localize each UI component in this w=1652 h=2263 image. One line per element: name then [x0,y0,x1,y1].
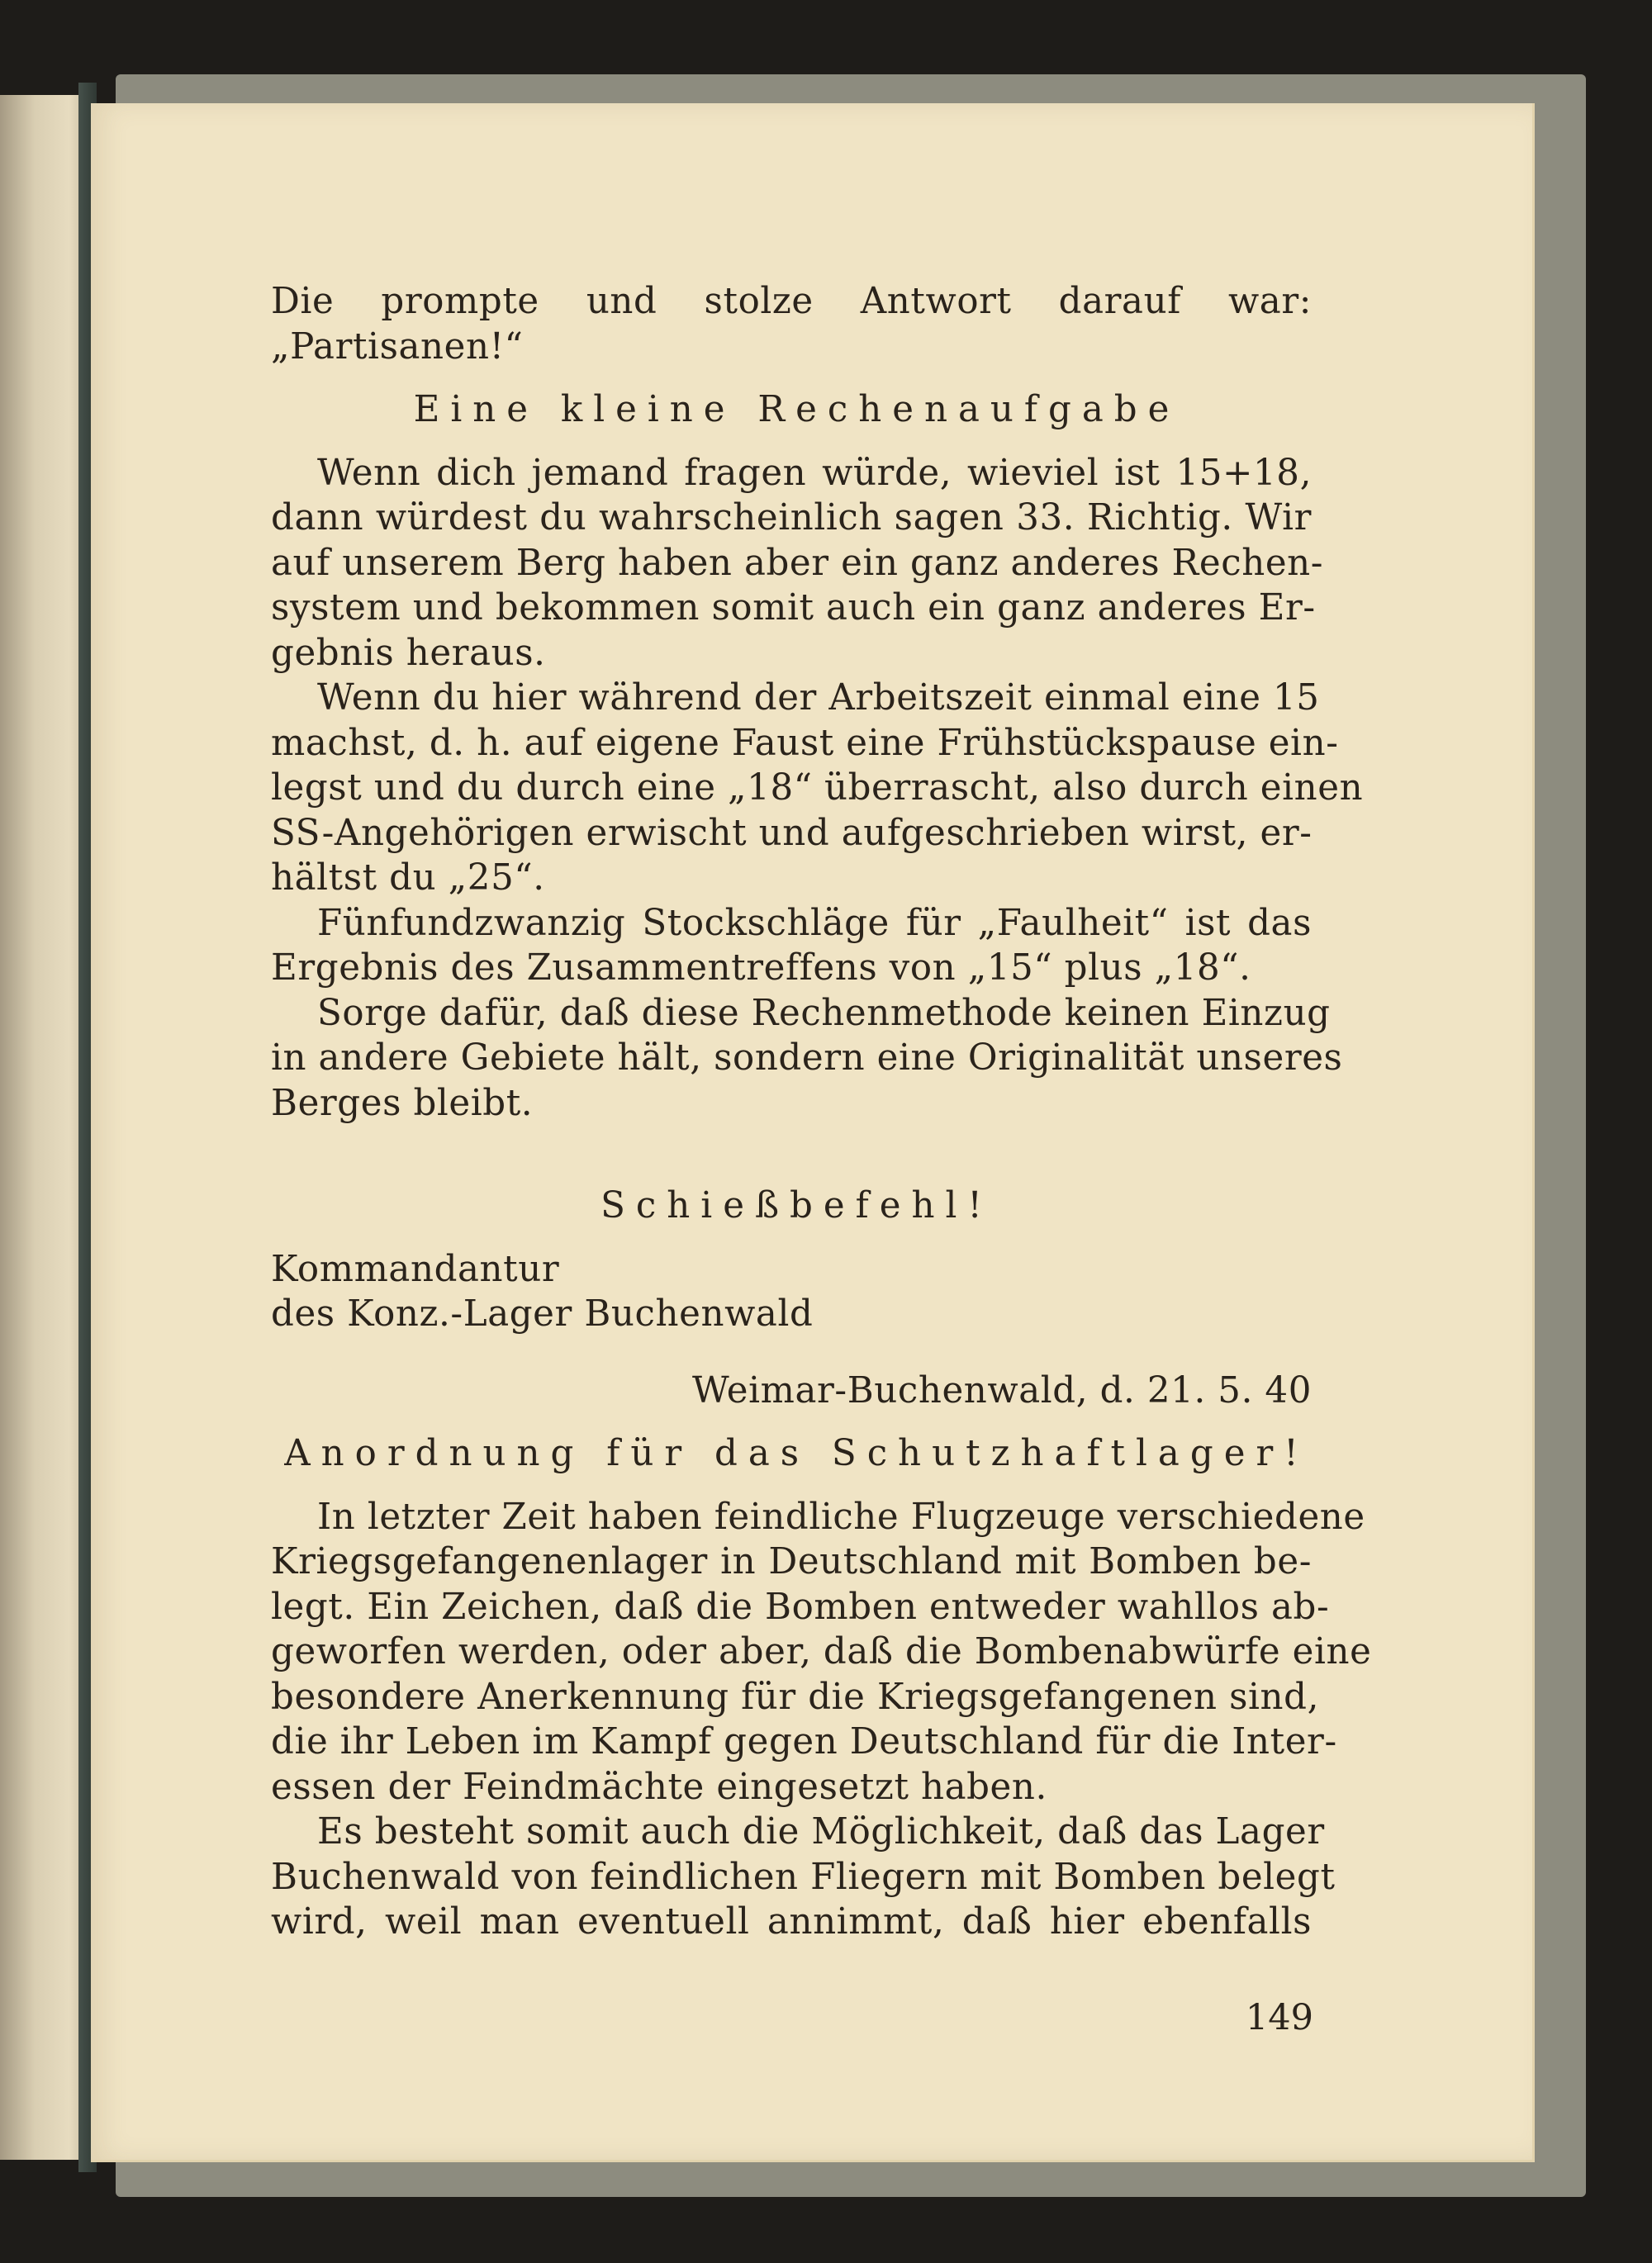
section-heading-rechenaufgabe: Eine kleine Rechenaufgabe [413,389,1180,430]
text-line: Sorge dafür, daß diese Rechenmethode keinen Einzug [317,992,1331,1034]
text-line: Es besteht somit auch die Möglichkeit, daß das Lager [317,1811,1325,1853]
text-line: Buchenwald von feindlichen Fliegern mit Bomben belegt [271,1856,1336,1898]
sender-line: des Konz.-Lager Buchenwald [271,1293,814,1335]
text-line: besondere Anerkennung für die Kriegsgefangenen sind, [271,1676,1320,1718]
text-line: machst, d. h. auf eigene Faust eine Frühstückspause ein- [271,722,1339,764]
sender-line: Kommandantur [271,1248,560,1290]
text-line: legt. Ein Zeichen, daß die Bomben entweder wahllos ab- [271,1586,1330,1628]
text-line: Wenn du hier während der Arbeitszeit einmal eine 15 [317,677,1320,719]
text-line: geworfen werden, oder aber, daß die Bombenabwürfe eine [271,1631,1372,1672]
facing-page-edge [0,95,87,2160]
text-line: Fünfundzwanzig Stockschläge für „Faulheit“ ist das [317,902,1312,944]
text-line: essen der Feindmächte eingesetzt haben. [271,1766,1047,1808]
text-line: Kriegsgefangenenlager in Deutschland mit Bomben be- [271,1541,1312,1582]
text-line: hältst du „25“. [271,857,545,899]
text-line: SS-Angehörigen erwischt und aufgeschrieben wirst, er- [271,812,1313,854]
text-line: dann würdest du wahrscheinlich sagen 33. Richtig. Wir [271,497,1312,538]
text-line: Die prompte und stolze Antwort darauf war: [271,281,1312,322]
page-text-block [271,279,1372,1945]
text-line: in andere Gebiete hält, sondern eine Originalität unseres [271,1037,1343,1079]
text-line: legst und du durch eine „18“ überrascht, also durch einen [271,767,1364,809]
text-line: die ihr Leben im Kampf gegen Deutschland für die Inter- [271,1721,1337,1762]
text-line: gebnis heraus. [271,632,546,674]
text-line: Ergebnis des Zusammentreffens von „15“ plus „18“. [271,947,1251,989]
text-line: wird, weil man eventuell annimmt, daß hier ebenfalls [271,1901,1312,1943]
section-heading-schiessbefehl: Schießbefehl! [601,1185,993,1226]
page-number: 149 [1245,1997,1313,2038]
dateline: Weimar-Buchenwald, d. 21. 5. 40 [692,1369,1312,1411]
section-heading-anordnung: Anordnung für das Schutzhaftlager! [284,1433,1309,1474]
text-line: In letzter Zeit haben feindliche Flugzeuge verschiedene [317,1496,1365,1538]
text-line: Wenn dich jemand fragen würde, wieviel ist 15+18, [317,452,1312,494]
text-line: Berges bleibt. [271,1082,534,1124]
text-line: auf unserem Berg haben aber ein ganz anderes Rechen- [271,542,1324,584]
text-line: system und bekommen somit auch ein ganz anderes Er- [271,587,1316,629]
text-line: „Partisanen!“ [271,325,524,368]
